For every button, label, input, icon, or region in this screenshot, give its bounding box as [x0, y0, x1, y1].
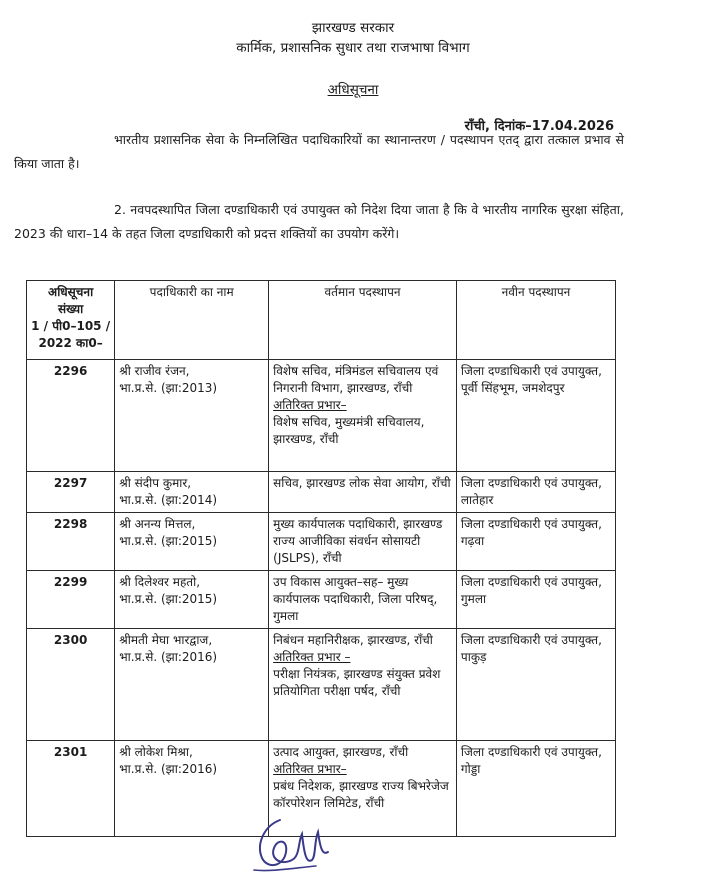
header-notification-number: अधिसूचना संख्या 1 / पी0–105 / 2022 का0– [27, 281, 115, 360]
notification-number: 2299 [27, 571, 115, 629]
officer-name: श्री लोकेश मिश्रा, भा.प्र.से. (झा:2016) [115, 741, 269, 837]
place-date: राँची, दिनांक–17.04.2026 [464, 119, 614, 134]
table-row [27, 513, 616, 571]
header-current-posting: वर्तमान पदस्थापन [269, 281, 457, 360]
paragraph-transfer: भारतीय प्रशासनिक सेवा के निम्नलिखित पदाधिकारियों का स्थानान्तरण / पदस्थापन एतद् द्वारा तत्काल प्रभाव से किया जाता है। [14, 132, 624, 171]
new-posting: जिला दण्डाधिकारी एवं उपायुक्त, पूर्वी सिंहभूम, जमशेदपुर [456, 360, 615, 472]
government-name: झारखण्ड सरकार [311, 20, 395, 36]
header-new-posting: नवीन पदस्थापन [456, 281, 615, 360]
table-row [27, 629, 616, 741]
posting-table [26, 280, 616, 837]
officer-name: श्रीमती मेघा भारद्वाज, भा.प्र.से. (झा:2016) [115, 629, 269, 741]
new-posting: जिला दण्डाधिकारी एवं उपायुक्त, गोड्डा [456, 741, 615, 837]
officer-name: श्री राजीव रंजन, भा.प्र.से. (झा:2013) [115, 360, 269, 472]
notification-number: 2301 [27, 741, 115, 837]
officer-name: श्री दिलेश्वर महतो, भा.प्र.से. (झा:2015) [115, 571, 269, 629]
notification-number: 2297 [27, 472, 115, 513]
paragraph-directive: 2. नवपदस्थापित जिला दण्डाधिकारी एवं उपायुक्त को निदेश दिया जाता है कि वे भारतीय नागरिक सुरक्षा संहिता, 2023 की धारा–14 के तहत जिला दण्डाधिकारी को प्रदत्त शक्तियों का उपयोग करेंगे। [14, 202, 624, 241]
table-row [27, 360, 616, 472]
current-posting: विशेष सचिव, मंत्रिमंडल सचिवालय एवं निगरानी विभाग, झारखण्ड, राँची अतिरिक्त प्रभार– विशेष सचिव, मुख्यमंत्री सचिवालय, झारखण्ड, राँची [269, 360, 457, 472]
current-posting: मुख्य कार्यपालक पदाधिकारी, झारखण्ड राज्य आजीविका संवर्धन सोसायटी (JSLPS), राँची [269, 513, 457, 571]
new-posting: जिला दण्डाधिकारी एवं उपायुक्त, गुमला [456, 571, 615, 629]
header-officer-name: पदाधिकारी का नाम [115, 281, 269, 360]
current-posting: उप विकास आयुक्त–सह– मुख्य कार्यपालक पदाधिकारी, जिला परिषद्, गुमला [269, 571, 457, 629]
current-posting: उत्पाद आयुक्त, झारखण्ड, राँची अतिरिक्त प्रभार– प्रबंध निदेशक, झारखण्ड राज्य बिभरेजेज कॉरपोरेशन लिमिटेड, राँची [269, 741, 457, 837]
officer-name: श्री संदीप कुमार, भा.प्र.से. (झा:2014) [115, 472, 269, 513]
notification-number: 2300 [27, 629, 115, 741]
department-name: कार्मिक, प्रशासनिक सुधार तथा राजभाषा विभाग [236, 40, 470, 56]
new-posting: जिला दण्डाधिकारी एवं उपायुक्त, गढ़वा [456, 513, 615, 571]
notification-number: 2298 [27, 513, 115, 571]
current-posting: निबंधन महानिरीक्षक, झारखण्ड, राँची अतिरिक्त प्रभार – परीक्षा नियंत्रक, झारखण्ड संयुक्त प्रवेश प्रतियोगिता परीक्षा पर्षद, राँची [269, 629, 457, 741]
new-posting: जिला दण्डाधिकारी एवं उपायुक्त, लातेहार [456, 472, 615, 513]
signature-icon [250, 812, 330, 878]
table-header-row [27, 281, 616, 360]
notification-title: अधिसूचना [327, 82, 379, 98]
officer-name: श्री अनन्य मित्तल, भा.प्र.से. (झा:2015) [115, 513, 269, 571]
notification-number: 2296 [27, 360, 115, 472]
current-posting: सचिव, झारखण्ड लोक सेवा आयोग, राँची [269, 472, 457, 513]
table-row [27, 472, 616, 513]
table-row [27, 571, 616, 629]
new-posting: जिला दण्डाधिकारी एवं उपायुक्त, पाकुड़ [456, 629, 615, 741]
